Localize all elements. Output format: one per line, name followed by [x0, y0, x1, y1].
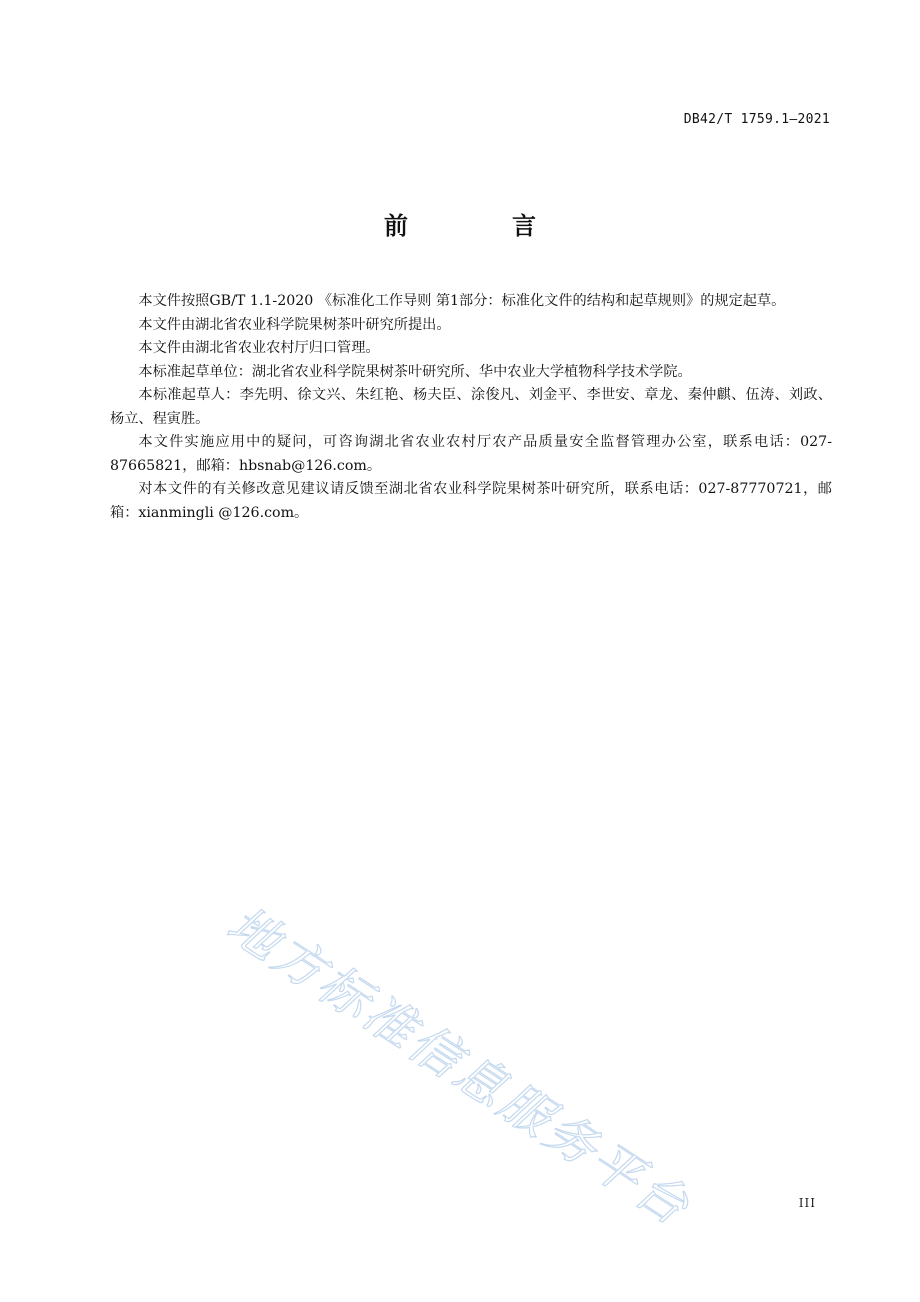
paragraph-drafters: 本标准起草人：李先明、徐文兴、朱红艳、杨夫臣、涂俊凡、刘金平、李世安、章龙、秦仲麒、伍涛、刘政、杨立、程寅胜。 — [110, 387, 832, 427]
foreword-body — [110, 290, 832, 525]
page-title: 前 言 — [384, 212, 576, 240]
watermark: 地方标准信息服务平台 — [217, 895, 702, 1238]
page-number: III — [798, 1196, 816, 1210]
paragraph-drafting-units: 本标准起草单位：湖北省农业科学院果树茶叶研究所、华中农业大学植物科学技术学院。 — [138, 363, 692, 380]
paragraph-drafting-basis: 本文件按照GB/T 1.1-2020 《标准化工作导则 第1部分：标准化文件的结构和起草规则》的规定起草。 — [138, 293, 786, 309]
paragraph-proposer: 本文件由湖北省农业科学院果树茶叶研究所提出。 — [138, 316, 451, 333]
paragraph-feedback-contact: 对本文件的有关修改意见建议请反馈至湖北省农业科学院果树茶叶研究所，联系电话：027-87770721，邮箱：xianmingli @126.com。 — [110, 481, 832, 521]
document-code: DB42/T 1759.1—2021 — [683, 112, 830, 127]
paragraph-inquiry-contact: 本文件实施应用中的疑问，可咨询湖北省农业农村厅农产品质量安全监督管理办公室，联系电话：027-87665821，邮箱：hbsnab@126.com。 — [110, 434, 832, 474]
paragraph-administrator: 本文件由湖北省农业农村厅归口管理。 — [138, 340, 380, 356]
